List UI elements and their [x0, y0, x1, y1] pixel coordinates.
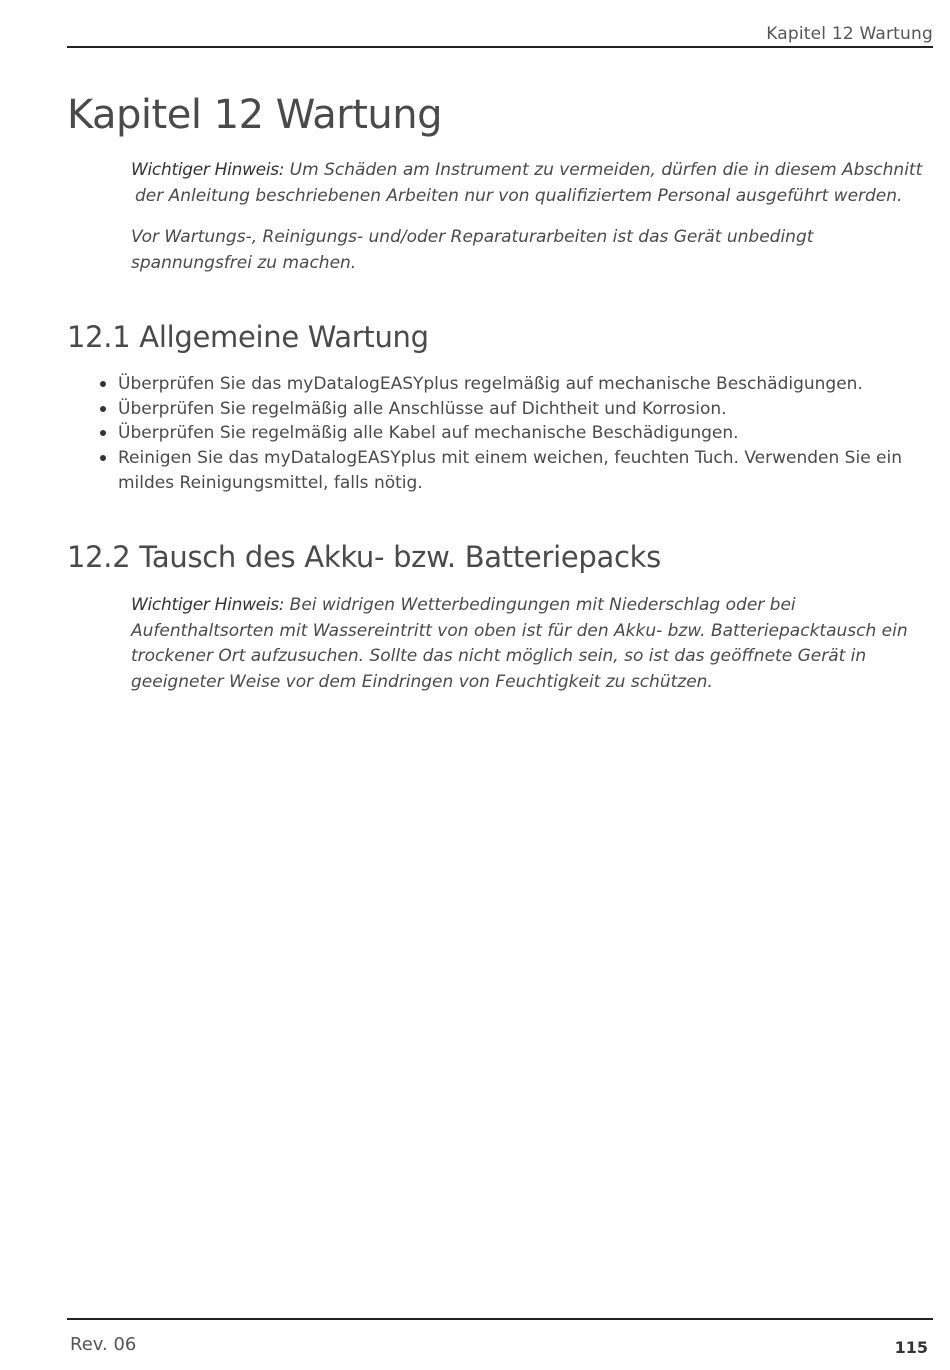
- battery-notice: [131, 593, 920, 695]
- chapter-title: Kapitel 12 Wartung: [67, 92, 443, 138]
- bullet-icon: [100, 381, 106, 387]
- page-number: 115: [894, 1338, 928, 1357]
- safety-paragraph-line-1: Vor Wartungs-, Reinigungs- und/oder Reparaturarbeiten ist das Gerät unbedingt: [131, 227, 814, 247]
- list-item: [100, 397, 930, 422]
- list-item-text: Überprüfen Sie das myDatalogEASYplus regelmäßig auf mechanische Beschädigungen.: [118, 374, 863, 394]
- maintenance-list: [100, 372, 930, 496]
- list-item-text: Überprüfen Sie regelmäßig alle Kabel auf mechanische Beschädigungen.: [118, 423, 739, 444]
- battery-notice-label: Wichtiger Hinweis:: [131, 595, 285, 615]
- notice-text-line-2: der Anleitung beschriebenen Arbeiten nur von qualifiziertem Personal ausgeführt werden.: [135, 185, 903, 206]
- list-item-text: Überprüfen Sie regelmäßig alle Anschlüsse auf Dichtheit und Korrosion.: [118, 398, 727, 419]
- header-rule: [67, 46, 933, 48]
- revision-label: Rev. 06: [70, 1334, 137, 1355]
- bullet-icon: [100, 455, 106, 461]
- battery-notice-text: Bei widrigen Wetterbedingungen mit Niederschlag oder bei Aufenthaltsorten mit Wassereintritt von oben ist für den Akku- bzw. Batteriepacktausch ein trockener Ort aufzusuchen. Sollte das nicht möglich sein, so ist das geöffnete Gerät in geeigneter Weise vor dem Eindringen von Feuchtigkeit zu schützen.: [131, 595, 908, 692]
- bullet-icon: [100, 430, 106, 436]
- section-title-general-maintenance: 12.1 Allgemeine Wartung: [67, 320, 429, 354]
- notice-label: Wichtiger Hinweis:: [131, 160, 285, 180]
- list-item: [100, 446, 930, 495]
- section-title-battery-replacement: 12.2 Tausch des Akku- bzw. Batteriepacks: [67, 540, 661, 574]
- list-item-text: Reinigen Sie das myDatalogEASYplus mit einem weichen, feuchten Tuch. Verwenden Sie ein mildes Reinigungsmittel, falls nötig.: [118, 448, 903, 493]
- safety-paragraph-line-2: spannungsfrei zu machen.: [131, 252, 357, 273]
- footer-rule: [67, 1318, 933, 1320]
- list-item: [100, 372, 930, 397]
- bullet-icon: [100, 406, 106, 412]
- notice-text-line-1: Um Schäden am Instrument zu vermeiden, dürfen die in diesem Abschnitt: [289, 160, 923, 180]
- important-notice: [131, 158, 932, 209]
- running-header: Kapitel 12 Wartung: [766, 24, 933, 44]
- safety-paragraph: [131, 225, 932, 276]
- list-item: [100, 421, 930, 446]
